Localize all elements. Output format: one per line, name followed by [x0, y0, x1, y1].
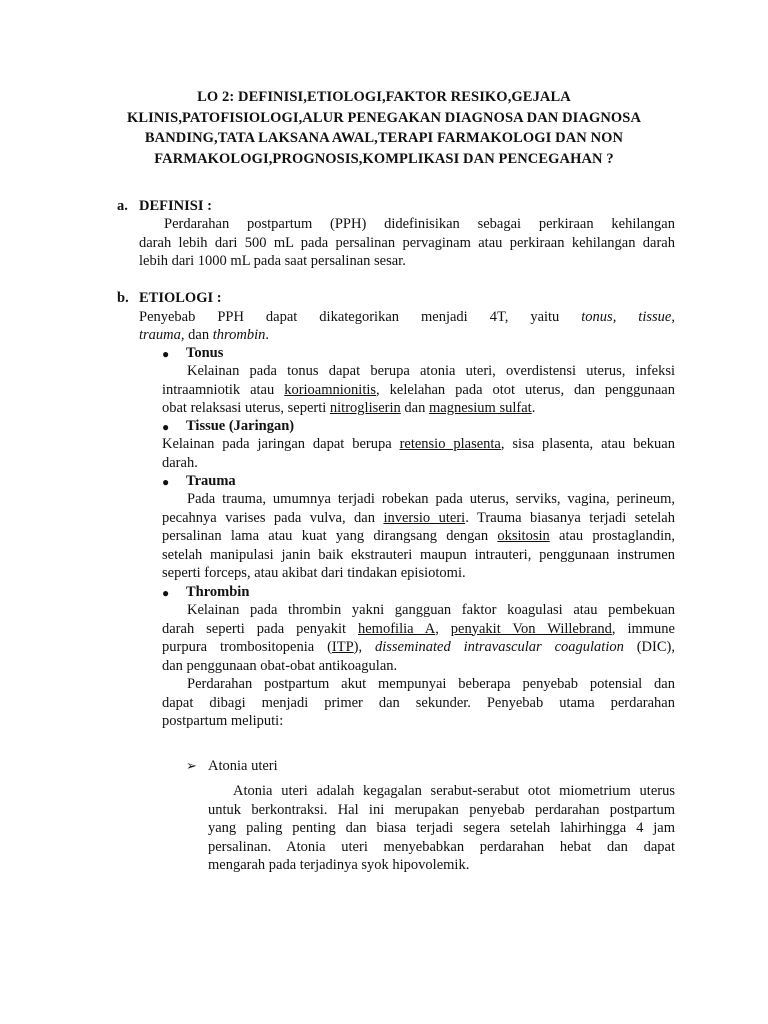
text-line: dapat dibagi menjadi primer dan sekunder. Penyebab utama perdarahan	[162, 694, 675, 711]
text-word: yaitu	[530, 309, 560, 325]
text-run: .	[531, 400, 536, 417]
text-line	[162, 509, 675, 528]
text-run: ,	[435, 620, 451, 637]
text-word: 4T,	[489, 309, 509, 325]
text-line: Perdarahan postpartum (PPH) didefinisikan sebagai perkiraan kehilangan	[164, 216, 675, 232]
etiologi-intro-line2	[139, 326, 269, 345]
text-line: postpartum meliputi:	[162, 713, 284, 730]
title-line: BANDING,TATA LAKSANA AWAL,TERAPI FARMAKOLOGI DAN NON	[144, 130, 624, 146]
text-run: obat relaksasi uterus, seperti	[162, 400, 330, 417]
etiologi-intro-line1	[139, 308, 675, 327]
link-penyakit-von-willebrand[interactable]: penyakit Von Willebrand	[450, 620, 612, 637]
trauma-paragraph	[162, 490, 675, 583]
text-line: mengarah pada terjadinya syok hipovolemik.	[208, 857, 470, 874]
text-line: Atonia uteri adalah kegagalan serabut-serabut otot miometrium uterus	[233, 783, 675, 799]
text-run: ),	[353, 639, 375, 656]
section-b-letter: b.	[117, 290, 129, 306]
atonia-paragraph	[208, 782, 675, 875]
section-a-letter: a.	[117, 198, 128, 214]
link-magnesium-sulfat[interactable]: magnesium sulfat	[428, 400, 532, 417]
arrow-bullet-icon: ➢	[186, 758, 197, 773]
text-line: Kelainan pada thrombin yakni gangguan faktor koagulasi atau pembekuan	[187, 602, 675, 618]
text-line	[162, 527, 675, 546]
bullet-dot: ●	[162, 347, 170, 361]
link-korioamnionitis[interactable]: korioamnionitis	[284, 381, 377, 398]
bullet-dot: ●	[162, 475, 170, 489]
text-line: yang paling penting dan biasa terjadi segera setelah lahirhingga 4 jam	[208, 820, 675, 837]
text-run: , kelelahan pada otot uterus, dan penggunaan	[376, 381, 675, 398]
text-line: persalinan. Atonia uteri menyebabkan perdarahan hebat dan dapat	[208, 838, 675, 855]
text-line: untuk berkontraksi. Hal ini merupakan penyebab perdarahan postpartum	[208, 801, 675, 818]
page-title	[100, 87, 668, 169]
text-line: Perdarahan postpartum akut mempunyai beberapa penyebab potensial dan	[187, 676, 675, 692]
link-inversio-uteri[interactable]: inversio uteri	[383, 509, 466, 526]
text-run: disseminated intravascular coagulation	[374, 639, 624, 656]
text-run: dan	[400, 400, 429, 417]
text-run: purpura trombositopenia (	[162, 639, 332, 656]
section-a-paragraph	[139, 215, 675, 271]
atonia-heading: Atonia uteri	[208, 758, 278, 774]
text-word: thrombin	[212, 327, 266, 343]
thrombin-heading: Thrombin	[186, 584, 250, 600]
thrombin-paragraph	[162, 601, 675, 675]
text-word: .	[265, 327, 269, 343]
tonus-paragraph	[162, 362, 675, 418]
text-line: Kelainan pada tonus dapat berupa atonia uteri, overdistensi uterus, infeksi	[187, 363, 675, 379]
text-run: , sisa plasenta, atau bekuan	[500, 436, 675, 452]
text-run: pecahnya varises pada vulva, dan	[162, 509, 384, 526]
text-run: (DIC),	[623, 639, 675, 656]
text-run: persalinan lama atau kuat yang dirangsang dengan	[162, 528, 498, 545]
text-line: dan penggunaan obat-obat antikoagulan.	[162, 657, 398, 674]
title-line: LO 2: DEFINISI,ETIOLOGI,FAKTOR RESIKO,GEJALA	[197, 89, 571, 105]
text-run: , immune	[611, 620, 675, 637]
tissue-heading: Tissue (Jaringan)	[186, 418, 295, 434]
link-itp[interactable]: ITP	[331, 639, 354, 656]
text-word: dikategorikan	[319, 309, 400, 325]
text-line	[162, 620, 675, 639]
text-line: darah.	[162, 454, 198, 471]
text-run: darah seperti pada penyakit	[162, 620, 358, 637]
text-word: menjadi	[421, 309, 468, 325]
text-line	[162, 399, 675, 418]
text-line: Pada trauma, umumnya terjadi robekan pada uterus, serviks, vagina, perineum,	[187, 491, 675, 507]
text-word: trauma,	[139, 327, 185, 343]
text-line	[162, 638, 675, 657]
tonus-heading: Tonus	[186, 345, 224, 361]
text-line: seperti forceps, atau akibat dari tindakan episiotomi.	[162, 565, 466, 582]
text-line: lebih dari 1000 mL pada saat persalinan sesar.	[139, 253, 406, 270]
text-line: setelah manipulasi janin baik ekstrauteri maupun intrauteri, penggunaan instrumen	[162, 546, 675, 563]
text-run: intraamniotik atau	[162, 381, 285, 398]
link-nitrogliserin[interactable]: nitrogliserin	[329, 400, 401, 417]
text-run: Kelainan pada jaringan dapat berupa	[162, 436, 400, 452]
bullet-dot: ●	[162, 586, 170, 600]
text-word: PPH	[217, 309, 244, 325]
title-line: KLINIS,PATOFISIOLOGI,ALUR PENEGAKAN DIAGNOSA DAN DIAGNOSA	[126, 109, 642, 126]
text-word: Penyebab	[139, 309, 196, 325]
text-word: dapat	[265, 309, 298, 325]
text-line	[162, 381, 675, 400]
text-line	[162, 435, 675, 454]
trauma-heading: Trauma	[186, 473, 236, 489]
bullet-dot: ●	[162, 420, 170, 434]
link-hemofilia-a[interactable]: hemofilia A	[358, 620, 436, 637]
text-word: tissue,	[638, 309, 675, 325]
link-oksitosin[interactable]: oksitosin	[497, 528, 550, 545]
text-word: dan	[184, 327, 213, 343]
link-retensio-plasenta[interactable]: retensio plasenta	[399, 436, 501, 452]
section-b-heading: ETIOLOGI :	[139, 290, 222, 306]
title-line: FARMAKOLOGI,PROGNOSIS,KOMPLIKASI DAN PENCEGAHAN ?	[154, 150, 614, 167]
text-word: tonus,	[581, 309, 617, 325]
akut-paragraph	[162, 675, 675, 731]
text-line: darah lebih dari 500 mL pada persalinan pervaginam atau perkiraan kehilangan darah	[139, 234, 675, 251]
text-run: . Trauma biasanya terjadi setelah	[465, 509, 675, 526]
tissue-paragraph	[162, 435, 675, 472]
section-a-heading: DEFINISI :	[139, 198, 212, 214]
text-run: atau prostaglandin,	[549, 528, 675, 545]
